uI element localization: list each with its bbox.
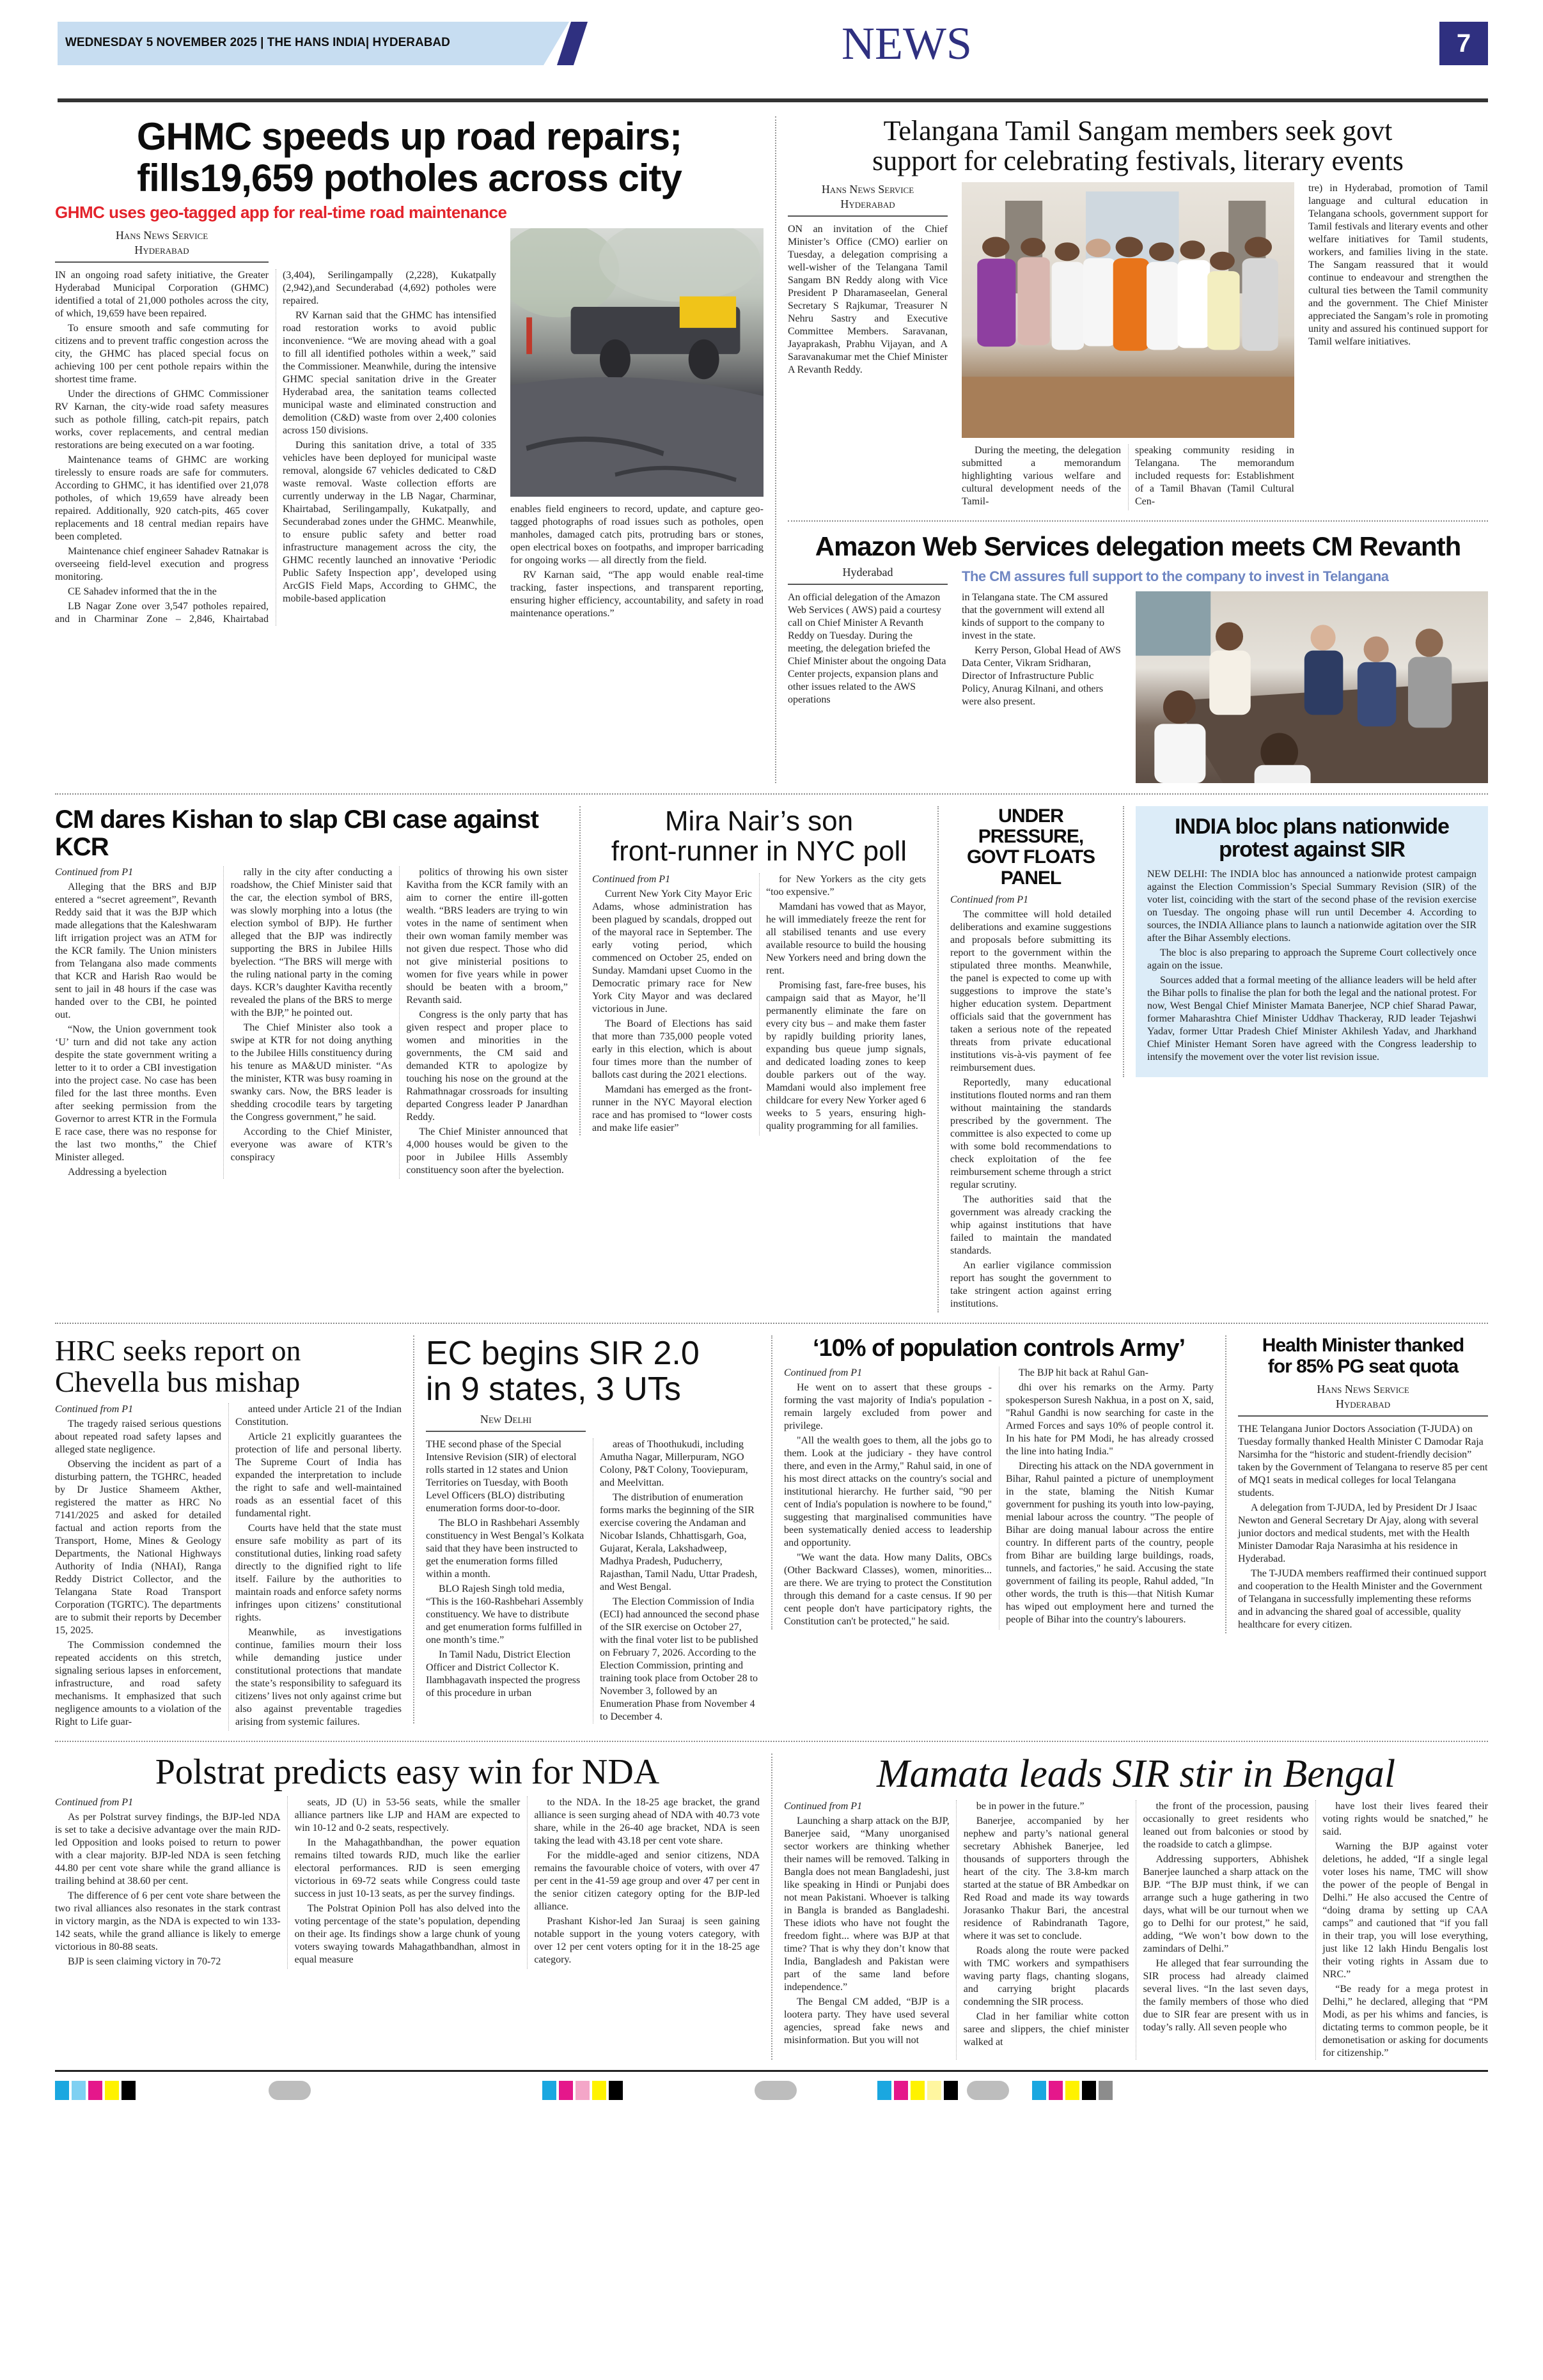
paragraph: “Be ready for a mega protest in Delhi,” he declared, alleging that “PM Modi, as per his whims and fancies, is dictating terms to common people, be it demonetisation or asking for documents for citizenship.” [1322, 1984, 1488, 2059]
color-swatch [911, 2081, 925, 2100]
byline-place: Hyderabad [1335, 1397, 1391, 1410]
aws-subhead-row [788, 565, 1488, 585]
ghmc-body [55, 228, 764, 626]
paragraph: speaking community residing in Telangana. The memorandum included requests for: Establishment of a Tamil Bhavan (Tamil Cultural Cen- [1135, 445, 1294, 508]
print-registration-pill [755, 2081, 797, 2100]
print-marks-strip [55, 2081, 1488, 2119]
headline-mira-line2[interactable]: front-runner in NYC poll [611, 836, 907, 867]
paragraph: Addressing a byelection [68, 1166, 167, 1178]
paragraph: Mamdani has emerged as the front-runner in the NYC Mayoral election race and has promised to “lower costs and make life easier” [592, 1084, 752, 1133]
article-columns [55, 866, 568, 1179]
color-swatch [927, 2081, 941, 2100]
paragraph: rally in the city after conducting a roadshow, the Chief Minister said that the car, the election symbol of BRS, was slowly morphing into a lotus (the election symbol of BJP). He further alleged that the BJP was indirectly supporting the BRS in Jubilee Hills byelection. “The BRS will merge with the ruling national party in the coming days. KCR’s daughter Kavitha recently revealed the plans of the BRS to merge with the BJP,” he pointed out. [230, 866, 393, 1018]
article-columns [592, 873, 926, 1136]
byline-agency: Hans News Service [1317, 1382, 1409, 1396]
paragraph: Maintenance teams of GHMC are working tirelessly to ensure roads are safe for commuters. According to GHMC, it has identified over 21,078 potholes, of which 19,659 have already been repaired. Additionally, 920 catch-pits, 465 cover replacements and 18 central median repairs have been completed. [55, 455, 269, 543]
print-registration-pill [967, 2081, 1009, 2100]
article-ec-sir [413, 1335, 771, 1723]
headline-aws[interactable]: Amazon Web Services delegation meets CM Revanth [815, 531, 1461, 562]
print-registration-marks [877, 2081, 958, 2100]
paragraph: An earlier vigilance commission report has sought the government to take stringent action against erring institutions. [950, 1260, 1111, 1310]
headline-tamil-line2[interactable]: support for celebrating festivals, literary events [872, 144, 1404, 176]
color-swatch [105, 2081, 119, 2100]
paragraph: "All the wealth goes to them, all the jobs go to them. Look at the judiciary - they have control there, and even in the Army," Rahul said, in one of his most direct attacks on the country's social and institutional hierarchy. He further said, "90 per cent of India's population is nowhere to be found," suggesting that marginalised communities have been systematically denied access to leadership and opportunity. [784, 1435, 992, 1549]
paragraph: The BLO in Rashbehari Assembly constituency in West Bengal’s Kolkata said that they have been instructed to get the enumeration forms filled within a month. [426, 1518, 584, 1580]
byline-place: Hyderabad [840, 198, 895, 211]
paragraph: The Chief Minister announced that 4,000 houses would be given to the poor in Jubilee Hills Assembly constituency soon after the byelection. [406, 1126, 568, 1176]
article-columns [784, 1367, 1214, 1629]
article-tamil-sangam [788, 116, 1488, 510]
tamil-middle-block [962, 182, 1294, 510]
paragraph: Warning the BJP against voter deletions, he added, “If a single legal voter loses his name, TMC will show the power of the people of Bengal in Delhi.” He also accused the Centre of “doing drama by setting up CAA camps” and cautioned that “if you fall in their trap, you will lose everything, just like 12 lakh Hindu Bengalis lost their voting rights in Assam due to NRC.” [1322, 1841, 1488, 1980]
byline-agency: Hans News Service [821, 183, 914, 196]
headline-health-line2[interactable]: for 85% PG seat quota [1267, 1355, 1459, 1377]
color-swatch [559, 2081, 573, 2100]
article-columns [55, 269, 496, 626]
paragraph: dhi over his remarks on the Army. Party spokesperson Suresh Nakhua, in a post on X, said, "Rahul Gandhi is now searching for caste in the Armed Forces and says 10% of people control it. In his hate for PM Modi, he has already crossed the line into hating India." [1006, 1382, 1214, 1458]
paragraph: Clad in her familiar white cotton saree and slippers, the chief minister walked at [963, 2011, 1129, 2048]
photo-road-repair [510, 228, 764, 497]
paragraph: NEW DELHI: The INDIA bloc has announced a nationwide protest campaign against the Election Commission’s Special Summary Revision (SIR) of the voter list, coinciding with the start of the second phase of the revision exercise on Tuesday. The ongoing phase will run until December 4. According to sources, the INDIA Alliance plans to launch a nationwide agitation over the SIR after the Bihar Assembly elections. [1147, 869, 1476, 944]
color-swatch [121, 2081, 136, 2100]
byline-tamil [788, 182, 948, 217]
paragraph: RV Karnan said that the GHMC has intensified road restoration works to avoid public inconvenience. “We are moving ahead with a goal to fill all identified potholes within a week,” said the Commissioner. Meanwhile, during the intensive GHMC special sanitation drive in the Greater Hyderabad area, the sanitation teams collected municipal waste and eliminated construction and demolition (C&D) waste from over 2,400 colonies across 150 divisions. [283, 310, 496, 437]
article-column [788, 223, 948, 377]
road-repair-photo-illustration [510, 228, 764, 497]
continued-from: Continued from P1 [950, 894, 1029, 906]
paragraph: The Commission condemned the repeated accidents on this stretch, signaling serious lapses in enforcement, infrastructure, and road safety mechanisms. It emphasized that such negligence amounts to a violation of the Right to Life guar- [55, 1639, 221, 1727]
paragraph: Meanwhile, as investigations continue, families mourn their loss while demanding justice under constitutional protections that mandate the state’s responsibility to safeguard its citizens’ lives not only against crime but also against preventable tragedies arising from systemic failures. [235, 1626, 402, 1727]
paragraph: The Bengal CM added, “BJP is a lootera party. They have used several agencies, spread fake news and misinformation. But you will not [784, 1996, 950, 2046]
article-kcr [55, 806, 579, 1179]
paragraph: Under the directions of GHMC Commissioner RV Karnan, the city-wide road safety measures such as pothole filling, catch-pit repairs, patch works, cover replacements, and central median restorations are being executed on a war footing. [55, 389, 269, 451]
article-health [1225, 1335, 1488, 1633]
byline-agency: Hans News Service [115, 229, 208, 242]
paragraph: He went on to assert that these groups - forming the vast majority of India's population - remain largely excluded from power and privilege. [784, 1382, 992, 1432]
color-swatch [944, 2081, 958, 2100]
headline-bloc-line1[interactable]: INDIA bloc plans nationwide [1175, 814, 1449, 839]
paragraph: The bloc is also preparing to approach the Supreme Court collectively once again on the issue. [1147, 947, 1476, 972]
headline-mira-line1[interactable]: Mira Nair’s son [664, 805, 854, 837]
subhead-ghmc: GHMC uses geo-tagged app for real-time road maintenance [55, 202, 507, 222]
ghmc-text-area [55, 228, 496, 626]
color-swatch [1099, 2081, 1113, 2100]
masthead [55, 18, 1488, 105]
print-registration-marks [1032, 2081, 1113, 2100]
article-ghmc [55, 116, 775, 626]
paragraph: tre) in Hyderabad, promotion of Tamil language and cultural education in Telangana schools, government support for Tamil festivals and literary events and other welfare initiatives for Tamil students, workers, and families living in the state. The Sangam reassured that it would continue to endeavour and strengthen the cultural ties between the Tamil community and the government. The Chief Minister appreciated the Sangam’s role in promoting unity and assured his continued support for Tamil welfare initiatives. [1308, 183, 1488, 348]
paragraph: Alleging that the BRS and BJP entered a “secret agreement”, Revanth Reddy said that it was the BJP which made allegations that the Kaleshwaram lift irrigation project was an ATM for the KCR family. The Union ministers from Telangana also made comments that KCR and Harish Rao would be sent to jail in 48 hours if the case was handed over to the CBI, he pointed out. [55, 881, 217, 1020]
meeting-photo-illustration [1136, 591, 1488, 783]
paragraph: As per Polstrat survey findings, the BJP-led NDA is set to take a decisive advantage over the main RJD-led Opposition and looks poised to return to power with a clear majority. BJP-led NDA is seen fetching 44.80 per cent vote share while the grand alliance is trailing behind at 38.60 per cent. [55, 1812, 281, 1887]
paragraph: the front of the procession, pausing occasionally to greet residents who leaned out from balconies or stood by the roadside to catch a glimpse. [1143, 1801, 1309, 1851]
paragraph: Directing his attack on the NDA government in Bihar, Rahul painted a picture of unemployment in the state, blaming the Nitish Kumar government for pushing its youth into low-paying, menial labour across the country. "The people of Bihar are doing manual labour across the entire country. In different parts of the country, people from Bihar are building large buildings, roads, tunnels, and factories," he said. Accusing the state government of failing its people, Rahul added, "In other words, the truth is this—that Nitish Kumar has wiped out employment here and turned the people of Bihar into the country's labourers. [1006, 1461, 1214, 1626]
row-lower [55, 1324, 1488, 1742]
headline-polstrat[interactable]: Polstrat predicts easy win for NDA [155, 1752, 660, 1792]
headline-panel-line2[interactable]: GOVT FLOATS PANEL [966, 846, 1095, 889]
continued-from: Continued from P1 [55, 1403, 134, 1415]
ghmc-photo-area [510, 228, 764, 622]
headline-panel-line1[interactable]: UNDER PRESSURE, [978, 805, 1084, 847]
print-registration-pill [269, 2081, 311, 2100]
headline-mamata[interactable]: Mamata leads SIR stir in Bengal [876, 1752, 1396, 1796]
paragraph: Banerjee, accompanied by her nephew and party’s national general secretary Abhishek Banerjee, led thousands of supporters through the heart of the city. The 3.8-km march started at the statue of BR Ambedkar on Red Road and made its way towards Jorasanko Thakur Bari, the ancestral residence of Rabindranath Tagore, where it was set to conclude. [963, 1816, 1129, 1942]
paragraph: During the meeting, the delegation submitted a memorandum highlighting various welfare and cultural development needs of the Tamil- [962, 445, 1121, 508]
article-mamata [771, 1754, 1488, 2060]
paragraph: The Polstrat Opinion Poll has also delved into the voting percentage of the state’s population, depending on their age. Its findings show a large chunk of young voters swaying towards Mahagathbandhan, almost in equal measure [294, 1903, 521, 1966]
headline-hrc-line2[interactable]: Chevella bus mishap [55, 1365, 301, 1398]
india-bloc-box [1136, 806, 1488, 1077]
byline-health [1238, 1382, 1488, 1417]
tamil-body [788, 182, 1488, 510]
article-columns [55, 1796, 760, 1969]
article-column [950, 894, 1111, 1311]
paragraph: to the NDA. In the 18-25 age bracket, the grand alliance is seen surging ahead of NDA with 40.73 vote share, while in the 26-40 age bracket, NDA is seen taking the lead with 43.18 per cent vote share. [534, 1797, 760, 1847]
color-swatch [877, 2081, 891, 2100]
paragraph: BLO Rajesh Singh told media, “This is the 160-Rashbehari Assembly constituency. We have to distribute and get enumeration forms fulfilled in one month’s time.” [426, 1583, 584, 1646]
article-polstrat [55, 1754, 771, 1969]
continued-from: Continued from P1 [592, 873, 671, 885]
continued-from: Continued from P1 [55, 866, 134, 878]
paragraph: The Chief Minister also took a swipe at KTR for not doing anything to the Jubilee Hills constituency during his tenure as MA&UD minister. “As the minister, KTR was busy roaming in swanky cars. Now, the BRS leader is shedding crocodile tears by targeting the Congress government,” he said. [230, 1022, 393, 1123]
color-swatch [592, 2081, 606, 2100]
paragraph: Sources added that a formal meeting of the alliance leaders will be held after the Bihar polls to finalise the plan for both the legal and the national protest. For now, West Bengal Chief Minister Mamata Banerjee, NCP chief Sharad Pawar, former Maharashtra Chief Minister Uddhav Thackeray, RJD leader Tejashwi Yadav, former Uttar Pradesh Chief Minister Akhilesh Yadav, and Jharkhand Chief Minister Hemant Soren have agreed with the Congress leadership to intensify the movement over the voter list revision issue. [1147, 975, 1476, 1063]
row-bottom [55, 1742, 1488, 2073]
paragraph: “Now, the Union government took ‘U’ turn and did not take any action despite the state government writing a letter to it to order a CBI investigation into the project case. No case has been filed for the last three months. Even after seeking permission from the Governor to arrest KTR in the Formula E race case, there was no response for the last two months,” the Chief Minister alleged. [55, 1023, 217, 1163]
paragraph: According to the Chief Minister, everyone was aware of KTR’s conspiracy [230, 1126, 393, 1163]
color-swatch [609, 2081, 623, 2100]
paragraph: for New Yorkers as the city gets “too expensive.” [766, 873, 926, 898]
paragraph: For the middle-aged and senior citizens, NDA remains the favourable choice of voters, with over 47 per cent in the 41-59 age group and over 47 per cent in the senior citizen category opting for the BJP-led alliance. [534, 1850, 760, 1913]
dateline-ec: New Delhi [426, 1412, 586, 1432]
paragraph: CE Sahadev informed that the in the [68, 586, 217, 598]
paragraph: During this sanitation drive, a total of 335 vehicles have been deployed for municipal waste removal, alongside 67 vehicles dedicated to C&D waste removal. Waste collection efforts are currently underway in the LB Nagar, Charminar, Khairtabad, Serilingampally, Kukatpally, and Secunderabad zones under the GHMC. Meanwhile, to ensure public safety and better road infrastructure management across the city, the GHMC recently launched an innovative ‘Periodic Public Safety Inspection app’, developed using ArcGIS Field Maps, According to GHMC, the mobile-based application [283, 440, 496, 605]
headline-ec-line1[interactable]: EC begins SIR 2.0 [426, 1335, 700, 1373]
paragraph: The committee will hold detailed deliberations and examine suggestions and proposals before submitting its report to the government within the stipulated three months. Meanwhile, the panel is expected to come up with suggestions to improve the state’s higher education system. Department officials said that the government has taken a serious note of the repeated threats from private educational institutions vis-à-vis payment of fee reimbursement dues. [950, 909, 1111, 1074]
color-swatch [542, 2081, 556, 2100]
color-swatch [894, 2081, 908, 2100]
paragraph: Launching a sharp attack on the BJP, Banerjee said, “Many unorganised sector workers are thinking whether their names will be removed. Talking in Bangla does not mean Bangladeshi, just like speaking in Hindi or Punjabi does not mean Pakistani. Whoever is talking in Bangla is branded as Bangladeshi. These idiots who have not fought the freedom fight... where was BJP at that time? That is why they don’t know that India, Bangladesh and Pakistan were part of the same land before independence.” [784, 1816, 950, 1993]
paragraph: An official delegation of the Amazon Web Services ( AWS) paid a courtesy call on Chief Minister A Revanth Reddy on Tuesday. During the meeting, the delegation briefed the Chief Minister about the ongoing Data Center projects, expansion plans and other issues related to the AWS operations [788, 591, 946, 705]
article-mira-nair [579, 806, 937, 1136]
paragraph: THE Telangana Junior Doctors Association (T-JUDA) on Tuesday formally thanked Health Minister C Damodar Raja Narsimha for the “historic and student-friendly decision” taken by the Government of Telangana to reserve 85 per cent of MQ1 seats in medical colleges for local Telangana students. [1238, 1423, 1488, 1498]
group-photo-illustration [962, 182, 1294, 438]
masthead-date-line: WEDNESDAY 5 NOVEMBER 2025 | THE HANS INDIA| HYDERABAD [65, 36, 450, 49]
headline-ec-line2[interactable]: in 9 states, 3 UTs [426, 1371, 681, 1408]
article-column [788, 591, 948, 708]
paragraph: RV Karnan said, “The app would enable real-time tracking, faster inspections, and transparent reporting, ensuring higher efficiency, accountability, and safety in road maintenance operations.” [510, 570, 764, 619]
paragraph: The distribution of enumeration forms marks the beginning of the SIR exercise covering the Andaman and Nicobar Islands, Chhattisgarh, Goa, Gujarat, Kerala, Lakshadweep, Madhya Pradesh, Puducherry, Rajasthan, Tamil Nadu, Uttar Pradesh, and West Bengal. [600, 1492, 758, 1593]
paragraph: enables field engineers to record, update, and capture geo-tagged photographs of road issues such as potholes, open manholes, damaged catch pits, protruding bars or stones, open electrical boxes on footpaths, and improper barricading for ongoing works — all directly from the field. [510, 504, 764, 566]
dateline-aws: Hyderabad [788, 565, 948, 585]
subhead-aws: The CM assures full support to the company to invest in Telangana [962, 568, 1389, 585]
headline-tamil-line1[interactable]: Telangana Tamil Sangam members seek govt [883, 115, 1393, 146]
paragraph: To ensure smooth and safe commuting for citizens and to prevent traffic congestion across the city, the GHMC has placed special focus on achieving 100 per cent pothole repairs within the shortest time frame. [55, 323, 269, 385]
color-swatch [1082, 2081, 1096, 2100]
paragraph: Mamdani has vowed that as Mayor, he will immediately freeze the rent for all stabilised tenants and use every available resource to build the housing New Yorkers need and bring down the rent. [766, 901, 926, 976]
paragraph: areas of Thoothukudi, including Amutha Nagar, Millerpuram, NGO Colony, P&T Colony, Tooviepuram, and Meelvittan. [600, 1439, 748, 1489]
paragraph: The authorities said that the government was already cracking the whip against institutions that have failed to maintain the mandated standards. [950, 1194, 1111, 1257]
paragraph: Maintenance chief engineer Sahadev Ratnakar is overseeing field-level execution and progress monitoring. [55, 546, 269, 583]
color-swatch [1049, 2081, 1063, 2100]
article-columns [784, 1800, 1488, 2060]
color-swatch [72, 2081, 86, 2100]
paragraph: Prashant Kishor-led Jan Suraaj is seen gaining notable support in the young voters category, with over 12 per cent voters opting for it in the 18-25 age category. [534, 1916, 760, 1966]
article-columns [426, 1438, 760, 1723]
row-middle [55, 795, 1488, 1325]
continued-from: Continued from P1 [55, 1797, 134, 1808]
tamil-left-column [788, 182, 948, 378]
paragraph: He alleged that fear surrounding the SIR process had already claimed several lives. “In the last seven days, the family members of those who died due to SIR fear are present with us in today’s rally. All seven people who [1143, 1958, 1309, 2034]
article-column [1308, 182, 1488, 348]
paragraph: THE second phase of the Special Intensive Revision (SIR) of electoral rolls started in 12 states and Union Territories on Tuesday, with Booth Level Officers (BLO) distributing enumeration forms door-to-door. [426, 1439, 577, 1514]
paragraph: The Election Commission of India (ECI) had announced the second phase of the SIR exercise on October 27, with the final voter list to be published on February 7, 2026. According to the Election Commission, printing and training took place from October 28 to November 3, followed by an Enumeration Phase from November 4 to December 4. [600, 1596, 760, 1723]
paragraph: Promising fast, fare-free buses, his campaign said that as Mayor, he’ll permanently eliminate the fare on every city bus – and make them faster by rapidly building priority lanes, expanding bus queue jump signals, and dedicated loading zones to keep double parkers out of the way. Mamdani would also implement free childcare for every New Yorker aged 6 weeks to 5 years, ensuring high-quality programming for all families. [766, 979, 926, 1132]
paragraph: Reportedly, many educational institutions flouted norms and ran them without maintaining the standards prescribed by the government. The committee is also expected to come up with some bold recommendations to check exploitation of the fee reimbursement scheme through a strict regular scrutiny. [950, 1077, 1111, 1191]
paragraph: The tragedy raised serious questions about repeated road safety lapses and alleged state negligence. [55, 1418, 221, 1455]
article-hrc [55, 1335, 413, 1731]
color-swatch [55, 2081, 69, 2100]
headline-ghmc-line1[interactable]: GHMC speeds up road repairs; [136, 115, 682, 158]
article-column [962, 591, 1122, 710]
article-aws [788, 520, 1488, 782]
page-number: 7 [1439, 22, 1488, 65]
paragraph: Kerry Person, Global Head of AWS Data Center, Vikram Sridharan, Director of Infrastructure Public Policy, Anurag Kilnani, and others were also present. [962, 644, 1121, 707]
paragraph: The difference of 6 per cent vote share between the two rival alliances also resonates in the stark contrast in victory margin, as the NDA is expected to win 133-142 seats, while the grand alliance is likely to emerge victorious in 80-88 seats. [55, 1890, 281, 1953]
tamil-right-column [1308, 182, 1488, 350]
byline-ghmc [55, 228, 269, 263]
paragraph: be in power in the future.” [976, 1801, 1085, 1812]
paragraph: anteed under Article 21 of the Indian Constitution. [235, 1403, 402, 1427]
photo-tamil-delegation [962, 182, 1294, 438]
paragraph: seats, JD (U) in 53-56 seats, while the smaller alliance partners like LJP and HAM are expected to win 10-12 and 0-2 seats, respectively. [294, 1797, 521, 1834]
continued-from: Continued from P1 [784, 1801, 863, 1812]
article-india-bloc [1123, 806, 1488, 1077]
paragraph: "We want the data. How many Dalits, OBCs (Other Backward Classes), women, minorities... are there. We are trying to protect the Constitution through this demand for a caste census. If 90 per cent people don't have participatory rights, the Constitution can't be protected," he said. [784, 1552, 992, 1628]
color-swatch [88, 2081, 102, 2100]
paragraph: LB Nagar Zone over 3,547 potholes repaired, and in Charminar Zone – 2,846, Khairtabad (3,404), Serilingampally (2,228), Kukatpally (2,942),and Secunderabad (4,692) potholes were repaired. [55, 270, 496, 625]
continued-from: Continued from P1 [784, 1367, 863, 1379]
paragraph: Congress is the only party that has given respect and proper place to women and minorities in the governments, the CM said and demanded KTR to apologize by touching his nose on the ground at the Rahmathnagar crossroads for insulting departed Congress leader P Janardhan Reddy. [406, 1009, 568, 1123]
paragraph: politics of throwing his own sister Kavitha from the KCR family with an aim to corner the entire ill-gotten wealth. “BRS leaders are trying to win votes in the name of sentiment when their own woman family member was not given due respect. Those who did not give ministerial positions to women for five years while in power should be beaten with a broom,” Revanth said. [406, 866, 568, 1006]
paragraph: Roads along the route were packed with TMC workers and sympathisers waving party flags, chanting slogans, and carrying bright placards condemning the SIR process. [963, 1945, 1129, 2008]
paragraph: A delegation from T-JUDA, led by President Dr J Isaac Newton and General Secretary Dr Ajay, along with several junior doctors and medical students, met with the Health Minister Damodar Raja Narasimha at his residence in Hyderabad. [1238, 1502, 1479, 1564]
paragraph: Current New York City Mayor Eric Adams, whose administration has been plagued by scandals, dropped out of the mayoral race in September. The early voting period, which commenced on October 25, ended on Sunday. Mamdani upset Cuomo in the Democratic primary race for New York City Mayor and was declared victorious in June. [592, 888, 752, 1015]
color-swatch [1032, 2081, 1046, 2100]
headline-ghmc-line2[interactable]: fills19,659 potholes across city [137, 156, 682, 199]
paragraph: Article 21 explicitly guarantees the protection of life and personal liberty. The Supreme Court of India has expanded the interpretation to include the right to safe and well-maintained roads as an essential facet of this fundamental right. [235, 1431, 402, 1519]
aws-body [788, 591, 1488, 783]
paragraph: The Board of Elections has said that more than 735,000 people voted early in this election, which is about four times more than the number of ballots cast during the 2021 elections. [592, 1018, 752, 1080]
paragraph: Courts have held that the state must ensure safe mobility as part of its constitutional duties, linking road safety directly to the dignified right to life itself. Failure by the authorities to maintain roads and enforce safety norms infringes upon citizens’ constitutional rights. [235, 1522, 402, 1623]
article-columns [962, 444, 1294, 510]
paragraph: IN an ongoing road safety initiative, the Greater Hyderabad Municipal Corporation (GHMC) identified a total of 21,000 potholes across the city, of which, 19,659 have been repaired. [55, 270, 269, 320]
row-top [55, 105, 1488, 795]
headline-hrc-line1[interactable]: HRC seeks report on [55, 1334, 301, 1367]
paragraph: In Tamil Nadu, District Election Officer and District Collector K. Ilambhagavath inspected the progress of this procedure in urban [426, 1649, 581, 1699]
print-registration-marks [55, 2081, 136, 2100]
headline-army[interactable]: ‘10% of population controls Army’ [812, 1335, 1186, 1362]
headline-health-line1[interactable]: Health Minister thanked [1262, 1335, 1464, 1357]
paragraph: have lost their lives feared their voting rights would be snatched,” he said. [1322, 1801, 1488, 1838]
article-column [1147, 868, 1476, 1064]
article-column [1238, 1423, 1488, 1631]
section-title: NEWS [842, 18, 972, 69]
paragraph: Addressing supporters, Abhishek Banerjee launched a sharp attack on the BJP. “The BJP must think, if we can arrange such a huge gathering in two days, what will be our turnout when we go to Delhi for our protest,” he said, adding, “We won’t bow down to the zamindars of Delhi.” [1143, 1854, 1309, 1955]
right-top-stack [775, 116, 1488, 783]
photo-aws-meeting [1136, 591, 1488, 783]
masthead-rule [58, 98, 1488, 102]
paragraph: in Telangana state. The CM assured that the government will extend all kinds of support to the company to invest in the state. [962, 591, 1108, 641]
paragraph: The T-JUDA members reaffirmed their continued support and cooperation to the Health Minister and the Government of Telangana in successfully implementing these reforms and in advancing the shared goal of accessible, quality healthcare for every citizen. [1238, 1567, 1487, 1630]
headline-kcr[interactable]: CM dares Kishan to slap CBI case against KCR [55, 805, 538, 861]
headline-bloc-line2[interactable]: protest against SIR [1219, 837, 1405, 862]
paragraph: The BJP hit back at Rahul Gan- [1019, 1367, 1148, 1379]
print-registration-marks [542, 2081, 623, 2100]
paragraph: In the Mahagathbandhan, the power equation remains tilted towards RJD, much like the earlier electoral performances. RJD is seen emerging victorious in 69-72 seats while Congress could taste success in just 10-13 seats, as per the survey findings. [294, 1837, 521, 1900]
color-swatch [1065, 2081, 1079, 2100]
article-column [510, 503, 764, 620]
byline-place: Hyderabad [134, 244, 189, 257]
article-columns [55, 1403, 402, 1731]
paragraph: BJP is seen claiming victory in 70-72 [68, 1956, 221, 1968]
paragraph: Observing the incident as part of a disturbing pattern, the TGHRC, headed by Dr Justice Shameem Akther, registered the matter as HRC No 7141/2025 and asked for detailed factual and action reports from the Transport, Home, Mines & Geology Departments, the National Highways Authority of India (NHAI), Ranga Reddy District Collector, and the Telangana State Road Transport Corporation (TGRTC). The departments are to submit their reports by December 15, 2025. [55, 1458, 221, 1636]
color-swatch [576, 2081, 590, 2100]
article-under-pressure [937, 806, 1123, 1313]
paragraph: ON an invitation of the Chief Minister’s Office (CMO) earlier on Tuesday, a delegation comprising a well-wisher of the Telangana Tamil Sangam BN Reddy along with Vice President P Dharamaseelan, General Secretary S Rajkumar, Treasurer N Nehru Sastry and Executive Committee Members. Saravanan, Jayaprakash, Prabhu Vijayan, and A Saravanakumar met the Chief Minister A Revanth Reddy. [788, 224, 948, 376]
article-army [771, 1335, 1225, 1629]
